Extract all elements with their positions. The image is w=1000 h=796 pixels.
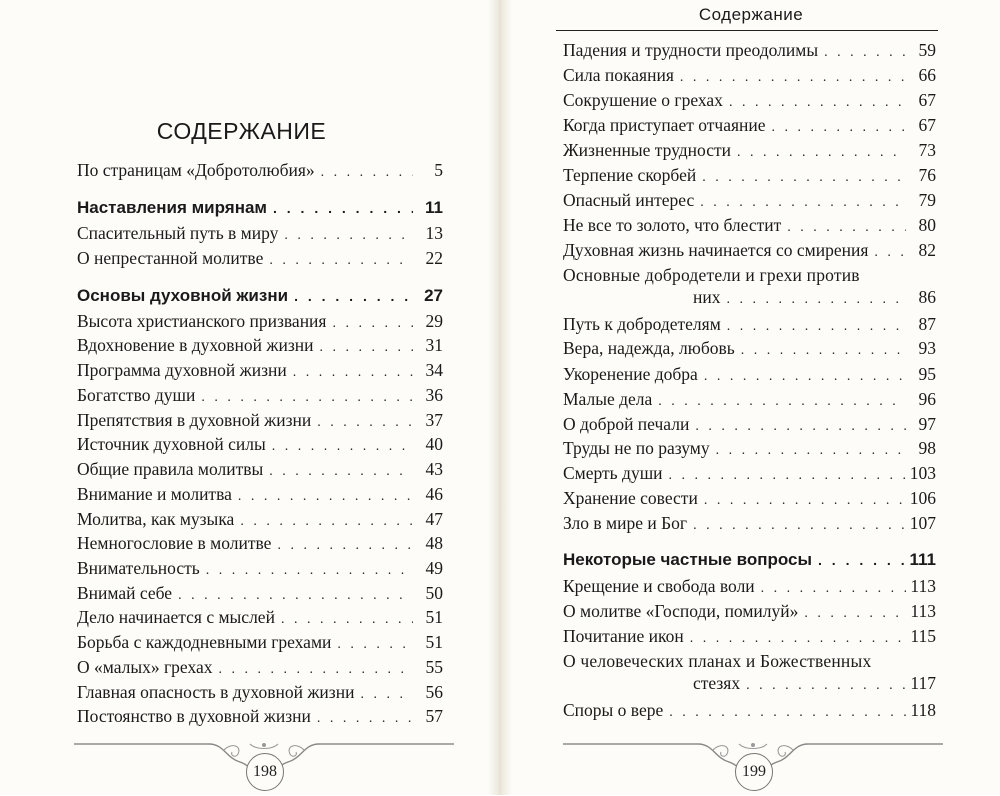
- toc-leader-dots: [726, 292, 906, 308]
- toc-entry-title: Почитание икон: [563, 626, 684, 646]
- toc-entry: [77, 335, 443, 361]
- toc-leader-dots: [284, 228, 413, 244]
- toc-entry: [563, 140, 936, 166]
- toc-entry: [77, 248, 443, 274]
- toc-page-number: 66: [918, 65, 936, 85]
- toc-leader-dots: [238, 489, 413, 505]
- toc-leader-dots: [240, 514, 413, 530]
- toc-leader-dots: [332, 316, 413, 332]
- toc-entry-title: Высота христианского призвания: [77, 311, 327, 331]
- toc-entry: [563, 338, 936, 364]
- toc-entry-title: Борьба с каждодневными грехами: [77, 632, 332, 652]
- toc-page-number: 31: [425, 335, 443, 355]
- toc-entry-title: О доброй печали: [563, 414, 690, 434]
- toc-entry: [563, 651, 936, 701]
- toc-page-number: 36: [425, 385, 443, 405]
- book-gutter: [488, 0, 512, 795]
- toc-page-number: 50: [425, 583, 443, 603]
- toc-page-number: 118: [910, 700, 936, 720]
- toc-page-number: 55: [425, 657, 443, 677]
- toc-leader-dots: [690, 631, 906, 647]
- toc-leader-dots: [669, 468, 906, 484]
- toc-entry: [77, 160, 443, 186]
- toc-page-number: 43: [425, 459, 443, 479]
- toc-entry: [563, 463, 936, 489]
- toc-entry: [563, 576, 936, 602]
- toc-page-number: 76: [918, 165, 936, 185]
- toc-entry: [563, 190, 936, 216]
- toc-entry-title: Препятствия в духовной жизни: [77, 410, 312, 430]
- footer-ornament-right: [563, 740, 943, 796]
- toc-entry-title: Дело начинается с мыслей: [77, 607, 275, 627]
- page-number-right: 199: [735, 753, 773, 791]
- toc-entry: [77, 311, 443, 337]
- toc-page-number: 96: [918, 389, 936, 409]
- toc-page-number: 57: [425, 706, 443, 726]
- toc-entry-title: Постоянство в духовной жизни: [77, 706, 311, 726]
- toc-entry: [563, 364, 936, 390]
- toc-page-number: 103: [909, 463, 936, 483]
- toc-entry-title: О непрестанной молитве: [77, 248, 264, 268]
- toc-entry: [77, 657, 443, 683]
- toc-leader-dots: [737, 145, 906, 161]
- toc-page-number: 67: [918, 90, 936, 110]
- toc-entry-title: Некоторые частные вопросы: [563, 550, 813, 569]
- toc-entry: [77, 682, 443, 708]
- footer-ornament-left: [74, 740, 454, 796]
- toc-leader-dots: [727, 319, 906, 335]
- running-head: Содержание: [698, 5, 804, 24]
- toc-leader-dots: [277, 538, 413, 554]
- toc-leader-dots: [294, 288, 413, 304]
- toc-entry-title: Смерть души: [563, 463, 663, 483]
- toc-page-number: 11: [425, 198, 443, 217]
- toc-entry: [563, 488, 936, 514]
- toc-page-number: 29: [425, 311, 443, 331]
- toc-leader-dots: [293, 365, 413, 381]
- toc-page-number: 22: [425, 248, 443, 268]
- toc-entry: [77, 607, 443, 633]
- toc-entry-title: Немногословие в молитве: [77, 533, 272, 553]
- toc-entry: [77, 410, 443, 436]
- toc-leader-dots: [818, 552, 905, 568]
- toc-leader-dots: [272, 439, 413, 455]
- toc-leader-dots: [321, 165, 413, 181]
- toc-entry-title: Терпение скорбей: [563, 165, 697, 185]
- toc-page-number: 107: [909, 513, 936, 533]
- toc-leader-dots: [269, 253, 413, 269]
- toc-leader-dots: [702, 170, 906, 186]
- toc-entry: [77, 632, 443, 658]
- toc-page-number: 56: [425, 682, 443, 702]
- toc-page-number: 87: [918, 314, 936, 334]
- toc-leader-dots: [695, 419, 906, 435]
- toc-leader-dots: [704, 493, 906, 509]
- toc-leader-dots: [716, 443, 906, 459]
- toc-page-number: 48: [425, 533, 443, 553]
- toc-entry: [563, 115, 936, 141]
- toc-entry-continuation: [563, 287, 936, 308]
- toc-entry-title: Основы духовной жизни: [77, 286, 289, 305]
- toc-entry-title: Труды не по разуму: [563, 438, 710, 458]
- toc-leader-dots: [317, 711, 413, 727]
- toc-entry-title: Сила покаяния: [563, 65, 674, 85]
- toc-leader-dots: [360, 687, 413, 703]
- toc-leader-dots: [219, 662, 413, 678]
- page-number-left: 198: [246, 753, 284, 791]
- toc-page-number: 98: [918, 438, 936, 458]
- toc-entry-title: Главная опасность в духовной жизни: [77, 682, 355, 702]
- toc-entry: [563, 240, 936, 266]
- toc-entry: [77, 434, 443, 460]
- toc-entry-title: Вера, надежда, любовь: [563, 338, 735, 358]
- toc-entry-title: Богатство души: [77, 385, 196, 405]
- toc-page-number: 34: [425, 360, 443, 380]
- toc-entry-title: Наставления мирянам: [77, 198, 267, 217]
- toc-leader-dots: [269, 464, 413, 480]
- toc-leader-dots: [787, 220, 906, 236]
- toc-entry-title: Внимательность: [77, 558, 200, 578]
- toc-page-number: 80: [918, 215, 936, 235]
- toc-entry-title: О «малых» грехах: [77, 657, 213, 677]
- toc-leader-dots: [700, 195, 906, 211]
- toc-entry-title: Малые дела: [563, 389, 653, 409]
- toc-leader-dots: [273, 200, 413, 216]
- toc-leader-dots: [874, 245, 906, 261]
- toc-leader-dots: [317, 415, 413, 431]
- toc-entry: [77, 509, 443, 535]
- toc-entry-title: Хранение совести: [563, 488, 698, 508]
- toc-leader-dots: [741, 343, 906, 359]
- running-head-rule: [556, 30, 938, 31]
- toc-page-number: 95: [918, 364, 936, 384]
- toc-page-number: 106: [909, 488, 936, 508]
- toc-section-heading: [77, 198, 443, 224]
- toc-entry: [563, 314, 936, 340]
- toc-entry: [77, 385, 443, 411]
- toc-page-number: 86: [918, 287, 936, 307]
- toc-page-number: 51: [425, 632, 443, 652]
- toc-page-number: 47: [425, 509, 443, 529]
- toc-entry: [77, 484, 443, 510]
- toc-entry: [563, 414, 936, 440]
- toc-leader-dots: [658, 394, 906, 410]
- toc-page-number: 113: [910, 576, 936, 596]
- toc-entry-title: Падения и трудности преодолимы: [563, 40, 819, 60]
- toc-leader-dots: [704, 369, 906, 385]
- toc-page-number: 27: [424, 286, 443, 305]
- toc-entry-title: Опасный интерес: [563, 190, 695, 210]
- toc-entry: [563, 513, 936, 539]
- toc-entry: [77, 459, 443, 485]
- toc-page-number: 49: [425, 558, 443, 578]
- toc-entry-title: Жизненные трудности: [563, 140, 731, 160]
- toc-leader-dots: [804, 606, 906, 622]
- toc-entry-continuation: [563, 673, 936, 694]
- toc-leader-dots: [761, 581, 906, 597]
- toc-entry: [563, 601, 936, 627]
- toc-entry: [563, 389, 936, 415]
- toc-page-number: 82: [918, 240, 936, 260]
- toc-entry: [563, 700, 936, 726]
- toc-page-number: 115: [910, 626, 936, 646]
- toc-entry-title: О человеческих планах и Божественных: [563, 651, 872, 671]
- toc-leader-dots: [824, 45, 906, 61]
- toc-page-number: 93: [918, 338, 936, 358]
- toc-page-number: 79: [918, 190, 936, 210]
- toc-page-number: 117: [910, 673, 936, 693]
- toc-entry-title: Когда приступает отчаяние: [563, 115, 766, 135]
- toc-entry-title: Не все то золото, что блестит: [563, 215, 782, 235]
- toc-entry: [563, 265, 936, 315]
- toc-page-number: 40: [425, 434, 443, 454]
- toc-entry: [563, 40, 936, 66]
- toc-page-number: 97: [918, 414, 936, 434]
- toc-entry: [563, 65, 936, 91]
- toc-page-number: 5: [434, 160, 443, 180]
- toc-entry-title: Крещение и свобода воли: [563, 576, 755, 596]
- toc-page-number: 37: [425, 410, 443, 430]
- toc-leader-dots: [772, 120, 906, 136]
- toc-leader-dots: [680, 70, 906, 86]
- toc-leader-dots: [201, 390, 413, 406]
- toc-leader-dots: [206, 563, 413, 579]
- toc-page-number: 67: [918, 115, 936, 135]
- toc-entry-title: О молитве «Господи, помилуй»: [563, 601, 799, 621]
- toc-entry-title: Зло в мире и Бог: [563, 513, 688, 533]
- toc-entry: [77, 706, 443, 732]
- toc-entry-title: Спасительный путь в миру: [77, 223, 279, 243]
- toc-leader-dots: [669, 705, 906, 721]
- toc-page-number: 113: [910, 601, 936, 621]
- toc-leader-dots: [729, 95, 906, 111]
- toc-entry-title: Духовная жизнь начинается со смирения: [563, 240, 869, 260]
- toc-leader-dots: [693, 518, 906, 534]
- toc-entry-title: Источник духовной силы: [77, 434, 266, 454]
- toc-leader-dots: [337, 637, 413, 653]
- toc-page-number: 51: [425, 607, 443, 627]
- toc-entry: [563, 438, 936, 464]
- toc-entry-title: Споры о вере: [563, 700, 664, 720]
- toc-entry: [563, 215, 936, 241]
- toc-leader-dots: [178, 588, 413, 604]
- toc-entry: [77, 558, 443, 584]
- toc-entry-title: Общие правила молитвы: [77, 459, 264, 479]
- toc-page-number: 73: [918, 140, 936, 160]
- toc-page-number: 13: [425, 223, 443, 243]
- toc-leader-dots: [281, 612, 413, 628]
- toc-entry: [77, 583, 443, 609]
- toc-leader-dots: [746, 678, 906, 694]
- toc-entry-title: Вдохновение в духовной жизни: [77, 335, 314, 355]
- toc-entry: [563, 165, 936, 191]
- toc-entry-title: Путь к добродетелям: [563, 314, 721, 334]
- toc-entry: [77, 360, 443, 386]
- toc-entry-title: По страницам «Добротолюбия»: [77, 160, 315, 180]
- toc-entry: [563, 626, 936, 652]
- toc-entry-title: Программа духовной жизни: [77, 360, 287, 380]
- toc-entry-title: Основные добродетели и грехи против: [563, 265, 860, 285]
- toc-entry-title: Внимание и молитва: [77, 484, 232, 504]
- toc-section-heading: [563, 550, 936, 576]
- toc-entry-title-cont: стезях: [693, 673, 741, 693]
- toc-section-heading: [77, 286, 443, 312]
- toc-entry: [77, 223, 443, 249]
- toc-page-number: 46: [425, 484, 443, 504]
- toc-entry: [77, 533, 443, 559]
- toc-entry-title: Укоренение добра: [563, 364, 698, 384]
- toc-entry-title: Сокрушение о грехах: [563, 90, 723, 110]
- toc-page-number: 59: [918, 40, 936, 60]
- toc-entry-title-cont: них: [693, 287, 721, 307]
- toc-leader-dots: [319, 340, 413, 356]
- toc-page-number: 111: [909, 550, 936, 569]
- toc-title: СОДЕРЖАНИЕ: [156, 118, 327, 144]
- toc-entry-title: Внимай себе: [77, 583, 173, 603]
- toc-entry-title: Молитва, как музыка: [77, 509, 235, 529]
- toc-entry: [563, 90, 936, 116]
